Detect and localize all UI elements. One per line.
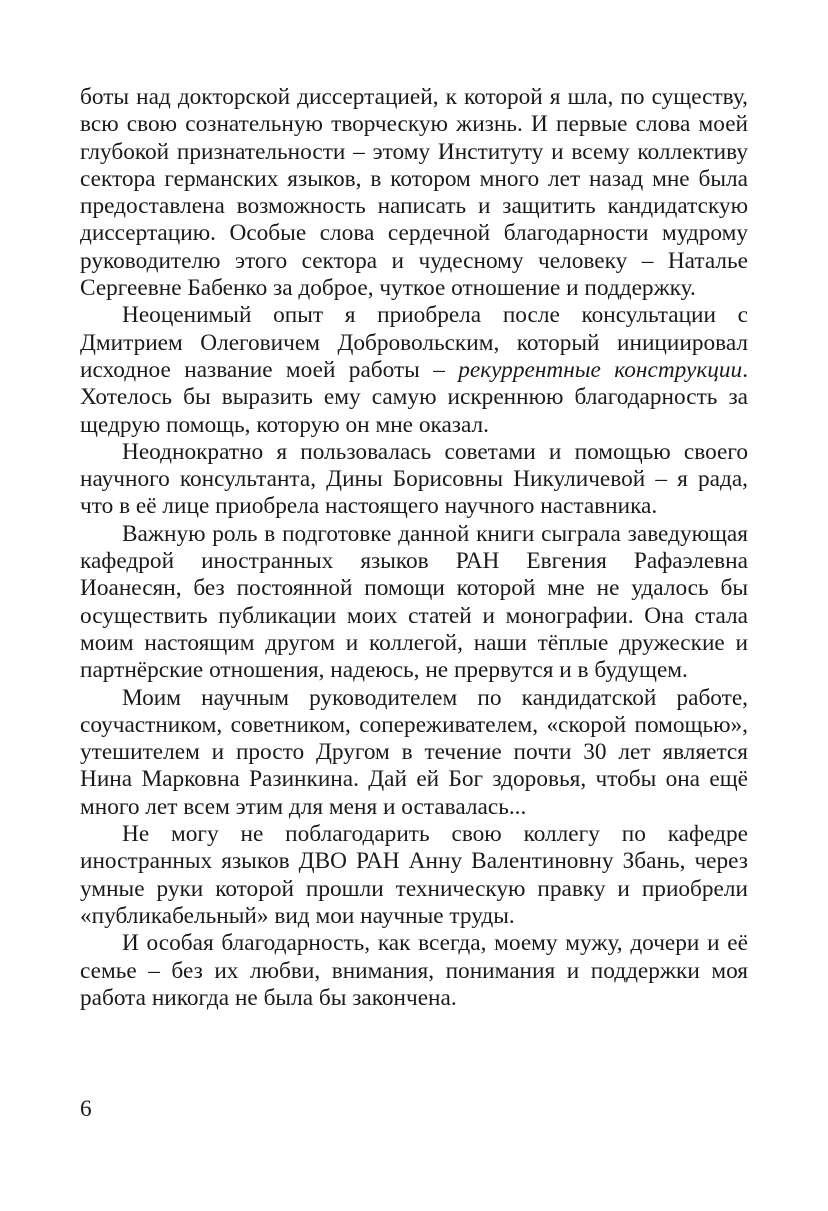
paragraph-nikulicheva: Неоднократно я пользовалась советами и помощью своего научного консультанта, Дины Борисовны Никуличевой – я рада, что в её лице приобрела настоящего научного наставника. [80,438,748,520]
paragraph-continuation: боты над докторской диссертацией, к которой я шла, по существу, всю свою сознательную творческую жизнь. И первые слова моей глубокой признательности – этому Институту и всему коллективу сектора германских языков, в котором много лет назад мне была предоставлена возможность написать и защитить кандидатскую диссертацию. Особые слова сердечной благодарности мудрому руководителю этого сектора и чудесному человеку – Наталье Сергеевне Бабенко за доброе, чуткое отношение и поддержку. [80,84,748,302]
paragraph-emphasis: рекуррентные конструкции [458,356,743,383]
paragraph-ioanesyan: Важную роль в подготовке данной книги сыграла заведующая кафедрой иностранных языков РАН Евгения Рафаэлевна Иоанесян, без постоянной помощи которой мне не удалось бы осуществить публикации моих статей и монографии. Она стала моим настоящим другом и коллегой, наши тёплые дружеские и партнёрские отношения, надеюсь, не прервутся и в будущем. [80,520,748,684]
page-number: 6 [80,1096,92,1122]
paragraph-razinkina: Моим научным руководителем по кандидатской работе, соучастником, советником, сопереживателем, «скорой помощью», утешителем и просто Другом в течение почти 30 лет является Нина Марковна Разинкина. Дай ей Бог здоровья, чтобы она ещё много лет всем этим для меня и оставалась... [80,684,748,820]
paragraph-text-after: . Хотелось бы выразить ему самую искреннюю благодарность за щедрую помощь, которую он мне оказал. [80,356,749,438]
page-body [80,84,748,1012]
paragraph-dobrovolsky [80,302,748,438]
paragraph-text-before: Неоценимый опыт я приобрела после консультации с Дмитрием Олеговичем Добровольским, который инициировал исходное название моей работы – [80,302,748,383]
paragraph-zban: Не могу не поблагодарить свою коллегу по кафедре иностранных языков ДВО РАН Анну Валентиновну Збань, через умные руки которой прошли техническую правку и приобрели «публикабельный» вид мои научные труды. [80,821,748,929]
paragraph-family: И особая благодарность, как всегда, моему мужу, дочери и её семье – без их любви, внимания, понимания и поддержки моя работа никогда не была бы закончена. [80,930,748,1011]
